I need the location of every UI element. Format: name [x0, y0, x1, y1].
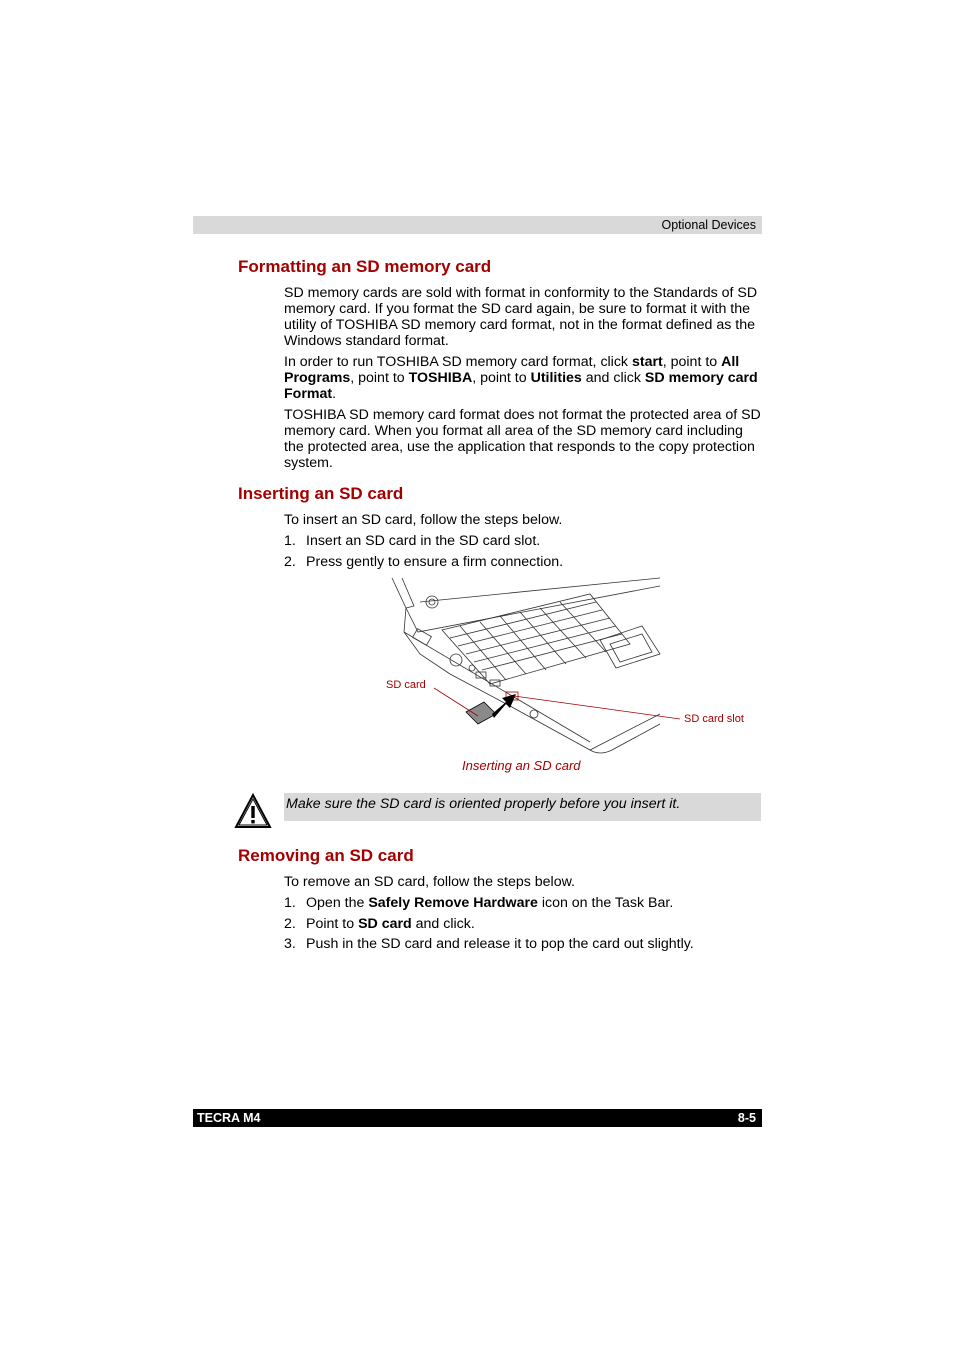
- header-section-title: Optional Devices: [661, 218, 756, 232]
- removing-step-2: 2. Point to SD card and click.: [284, 916, 475, 932]
- heading-removing: Removing an SD card: [238, 846, 414, 865]
- caution-note: [284, 793, 761, 821]
- heading-formatting: Formatting an SD memory card: [238, 257, 492, 276]
- formatting-paragraph-3: TOSHIBA SD memory card format does not format the protected area of SD memory card. When you format all area of the SD memory card including the protected area, use the application that responds to the copy protection system.: [284, 407, 761, 471]
- caution-triangle-icon: [234, 792, 272, 830]
- inserting-step-2: 2. Press gently to ensure a firm connection.: [284, 554, 564, 570]
- removing-step-1: 1. Open the Safely Remove Hardware icon on the Task Bar.: [284, 895, 674, 911]
- sd-card-label: SD card: [386, 679, 426, 691]
- removing-intro: To remove an SD card, follow the steps below.: [284, 874, 575, 890]
- laptop-illustration: [380, 574, 760, 760]
- inserting-intro: To insert an SD card, follow the steps below.: [284, 512, 563, 528]
- sd-card-slot-label: SD card slot: [684, 713, 744, 725]
- heading-inserting: Inserting an SD card: [238, 484, 404, 503]
- formatting-paragraph-1: SD memory cards are sold with format in conformity to the Standards of SD memory card. If you format the SD card again, be sure to format it with the utility of TOSHIBA SD memory card format, not in the format defined as the Windows standard format.: [284, 285, 758, 349]
- caution-text: Make sure the SD card is oriented properly before you insert it.: [286, 796, 681, 812]
- inserting-step-1: 1. Insert an SD card in the SD card slot.: [284, 533, 541, 549]
- footer-page-number: 8-5: [737, 1111, 756, 1125]
- page-header-bar: [193, 216, 762, 234]
- figure-caption: Inserting an SD card: [462, 758, 581, 773]
- laptop-drawing: [380, 574, 760, 760]
- formatting-paragraph-2: In order to run TOSHIBA SD memory card format, click start, point to All Programs, point to TOSHIBA, point to Utilities and click SD memory card Format.: [284, 354, 758, 402]
- removing-step-3: 3. Push in the SD card and release it to pop the card out slightly.: [284, 936, 694, 952]
- page-footer-bar: [193, 1109, 762, 1127]
- footer-model: TECRA M4: [197, 1111, 261, 1125]
